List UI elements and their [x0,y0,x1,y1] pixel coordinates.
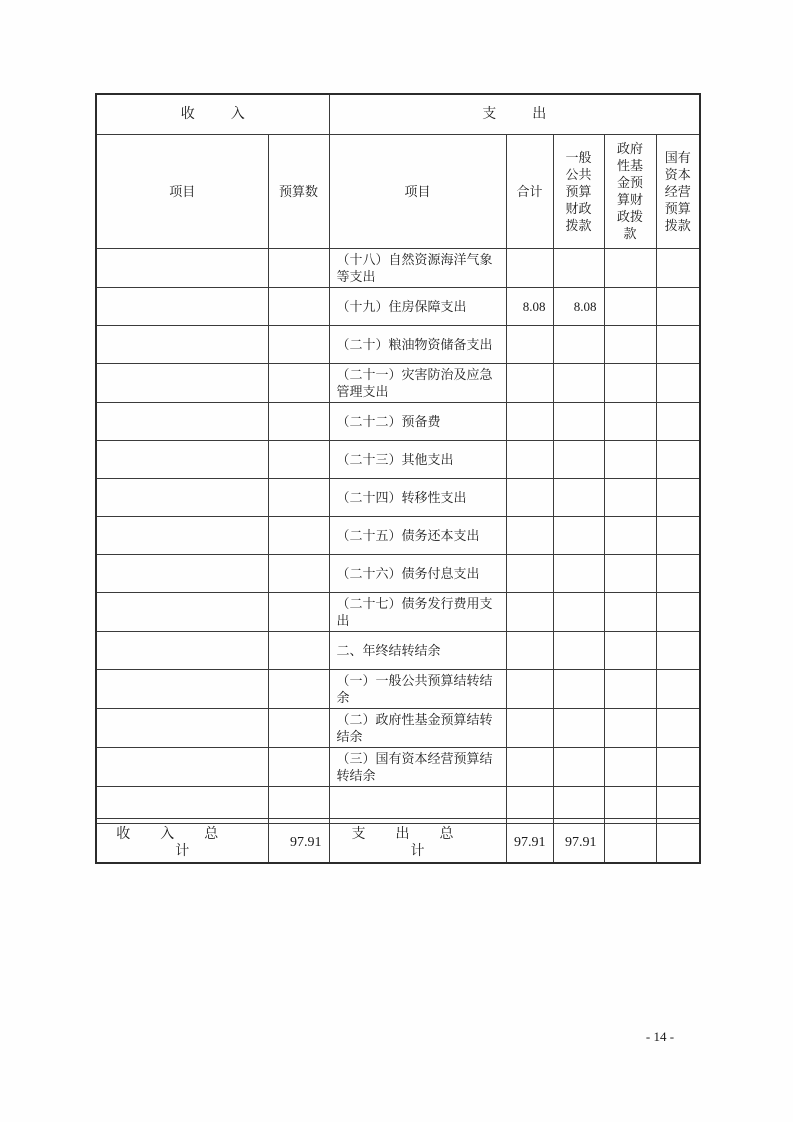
income-budget-cell [268,248,329,287]
gov-fund-cell [604,669,656,708]
income-item-cell [96,478,268,516]
state-capital-cell [656,786,700,818]
table-row [96,669,700,708]
expense-item-cell: （十八）自然资源海洋气象等支出 [329,248,506,287]
gov-fund-cell [604,287,656,325]
income-item-cell [96,325,268,363]
general-public-cell [553,325,604,363]
income-budget-cell [268,325,329,363]
state-capital-cell [656,747,700,786]
expense-item-cell [329,786,506,818]
income-budget-cell [268,554,329,592]
income-budget-cell [268,516,329,554]
state-capital-cell [656,248,700,287]
general-public-cell [553,708,604,747]
section-title-row [96,94,700,134]
gov-fund-cell [604,363,656,402]
income-item-cell [96,516,268,554]
expense-total-label-cell [329,823,506,863]
table-row [96,516,700,554]
expense-total-cell [506,248,553,287]
income-title-text: 收入 [180,107,281,123]
gov-fund-cell [604,554,656,592]
expense-item-cell: （二十七）债务发行费用支出 [329,592,506,631]
state-capital-cell [656,440,700,478]
state-capital-budget-label: 国有资本经营预算拨款 [664,149,691,233]
table-row [96,325,700,363]
general-public-cell [553,248,604,287]
column-header-row [96,134,700,248]
gov-fund-cell [604,325,656,363]
expense-total-cell [506,669,553,708]
state-capital-cell [656,516,700,554]
income-budget-cell [268,592,329,631]
expense-total-cell [506,554,553,592]
expense-item-cell: （二十三）其他支出 [329,440,506,478]
income-item-cell [96,402,268,440]
table-row [96,631,700,669]
income-budget-cell [268,287,329,325]
page-number: - 14 - [645,1029,675,1044]
expense-total-cell [506,592,553,631]
expense-total-cell [506,516,553,554]
gov-fund-cell [604,786,656,818]
income-item-cell [96,554,268,592]
budget-table [95,93,701,864]
general-public-cell [553,554,604,592]
income-total-label-cell [96,823,268,863]
income-item-cell [96,708,268,747]
expense-statecapital-total-cell [656,823,700,863]
expense-total-cell [506,363,553,402]
general-public-cell [553,592,604,631]
income-budget-cell [268,363,329,402]
gov-fund-cell [604,708,656,747]
income-budget-cell [268,669,329,708]
table-row [96,363,700,402]
expense-govfund-total-cell [604,823,656,863]
income-item-cell [96,631,268,669]
table-row [96,747,700,786]
income-budget-cell [268,440,329,478]
general-public-budget-header [553,134,604,248]
state-capital-cell [656,287,700,325]
general-public-cell [553,363,604,402]
expense-item-cell: （一）一般公共预算结转结余 [329,669,506,708]
table-row [96,248,700,287]
general-public-cell [553,440,604,478]
expense-total-cell [506,708,553,747]
expense-item-cell: 二、年终结转结余 [329,631,506,669]
expense-item-cell: （十九）住房保障支出 [329,287,506,325]
table-row [96,402,700,440]
expense-item-cell: （二十六）债务付息支出 [329,554,506,592]
expense-section-title [329,94,700,134]
general-public-cell [553,669,604,708]
expense-total-cell [506,747,553,786]
income-budget-cell [268,631,329,669]
gov-fund-budget-header [604,134,656,248]
gov-fund-cell [604,592,656,631]
general-public-cell [553,747,604,786]
income-budget-cell [268,708,329,747]
income-total-value-cell: 97.91 [268,823,329,863]
income-item-cell [96,440,268,478]
expense-total-cell [506,325,553,363]
gov-fund-cell [604,631,656,669]
expense-total-header: 合计 [506,134,553,248]
state-capital-cell [656,402,700,440]
general-public-cell [553,478,604,516]
income-item-cell [96,248,268,287]
expense-total-cell [506,478,553,516]
income-item-cell [96,592,268,631]
expense-total-cell [506,631,553,669]
state-capital-cell [656,363,700,402]
general-public-cell [553,786,604,818]
income-budget-cell [268,786,329,818]
table-row [96,440,700,478]
expense-item-cell: （二十一）灾害防治及应急管理支出 [329,363,506,402]
expense-item-cell: （三）国有资本经营预算结转结余 [329,747,506,786]
table-row [96,287,700,325]
expense-total-cell: 8.08 [506,287,553,325]
income-item-header: 项目 [96,134,268,248]
gov-fund-cell [604,440,656,478]
general-public-cell [553,516,604,554]
expense-item-cell: （二十二）预备费 [329,402,506,440]
expense-title-text: 支出 [482,107,583,123]
general-public-budget-label: 一般公共预算财政拨款 [565,149,592,233]
income-item-cell [96,747,268,786]
expense-general-total-cell: 97.91 [553,823,604,863]
table-row [96,478,700,516]
gov-fund-cell [604,478,656,516]
income-budget-cell [268,478,329,516]
gov-fund-cell [604,516,656,554]
expense-item-header: 项目 [329,134,506,248]
state-capital-cell [656,478,700,516]
income-budget-cell [268,402,329,440]
expense-total-value-cell: 97.91 [506,823,553,863]
state-capital-cell [656,708,700,747]
expense-total-cell [506,786,553,818]
table-row [96,786,700,818]
income-item-cell [96,287,268,325]
gov-fund-budget-label: 政府性基金预算财政拨款 [616,141,643,241]
income-item-cell [96,363,268,402]
income-total-label: 收入总计 [116,826,249,859]
state-capital-cell [656,325,700,363]
table-row [96,554,700,592]
income-item-cell [96,669,268,708]
total-row [96,823,700,863]
state-capital-cell [656,592,700,631]
state-capital-budget-header [656,134,700,248]
expense-item-cell: （二）政府性基金预算结转结余 [329,708,506,747]
expense-item-cell: （二十）粮油物资储备支出 [329,325,506,363]
general-public-cell [553,402,604,440]
state-capital-cell [656,669,700,708]
gov-fund-cell [604,402,656,440]
state-capital-cell [656,631,700,669]
state-capital-cell [656,554,700,592]
table-row [96,592,700,631]
income-budget-header: 预算数 [268,134,329,248]
expense-total-label: 支出总计 [351,826,484,859]
table-row [96,708,700,747]
income-section-title [96,94,329,134]
income-budget-cell [268,747,329,786]
expense-item-cell: （二十五）债务还本支出 [329,516,506,554]
expense-total-cell [506,402,553,440]
gov-fund-cell [604,747,656,786]
income-item-cell [96,786,268,818]
general-public-cell [553,631,604,669]
expense-item-cell: （二十四）转移性支出 [329,478,506,516]
expense-total-cell [506,440,553,478]
gov-fund-cell [604,248,656,287]
general-public-cell: 8.08 [553,287,604,325]
